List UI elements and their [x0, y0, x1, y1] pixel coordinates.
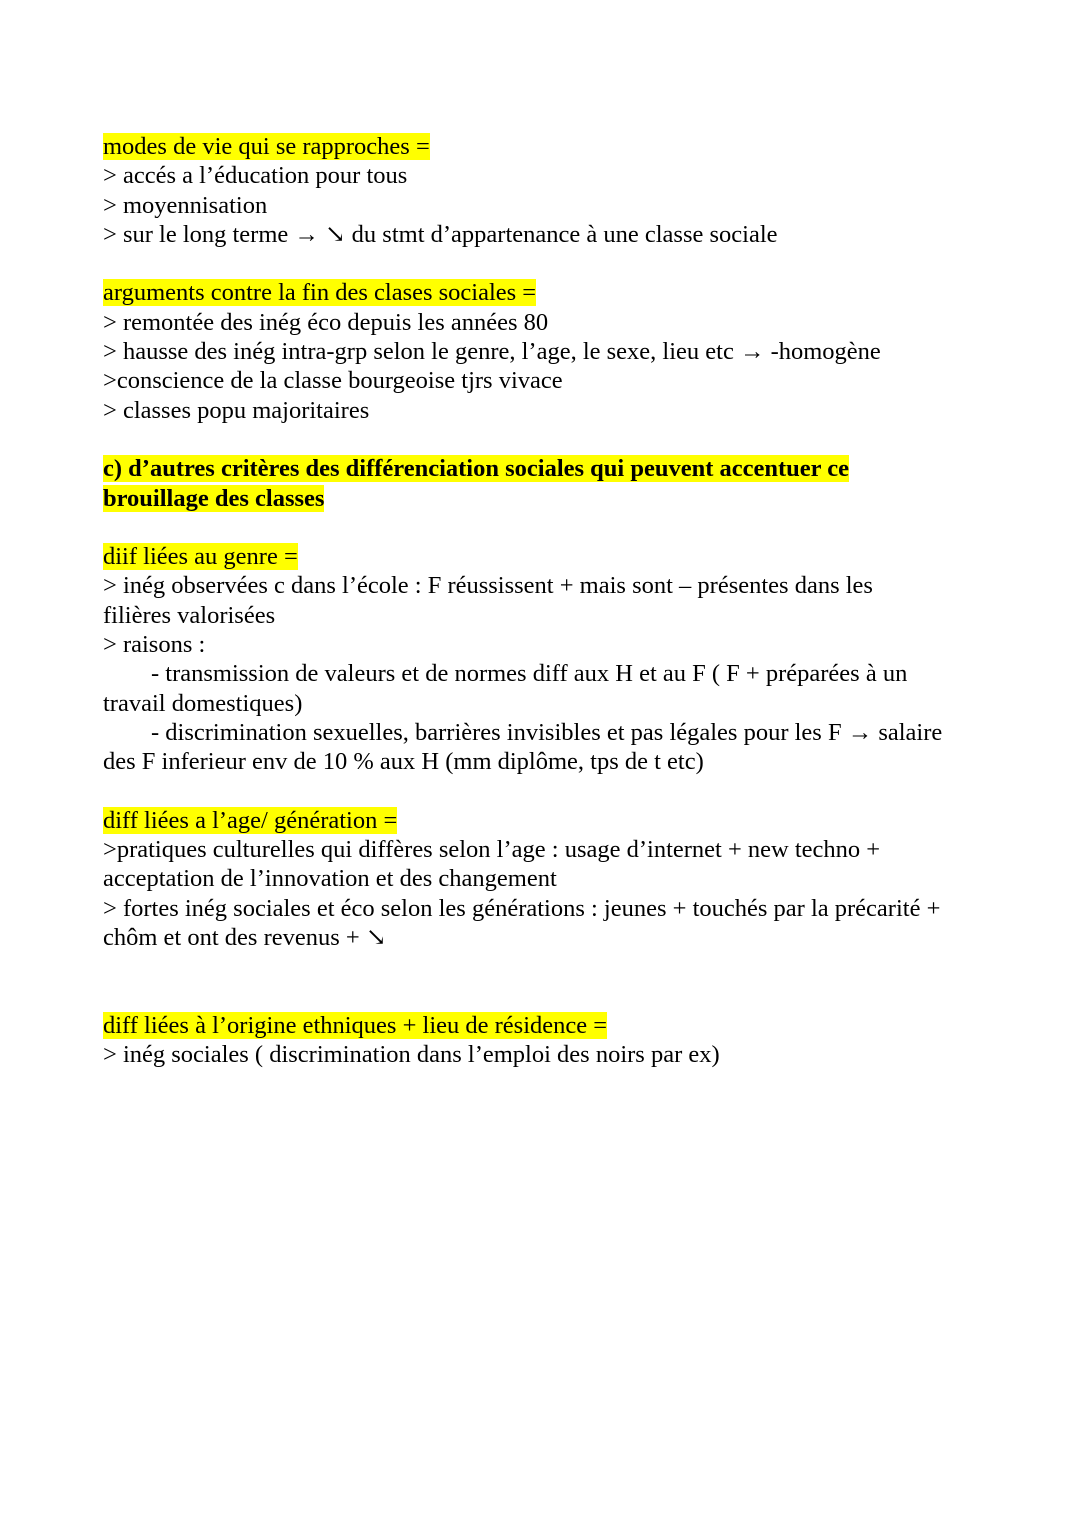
bullet-line: > inég sociales ( discrimination dans l’emploi des noirs par ex) — [103, 1041, 720, 1069]
bullet-line: > hausse des inég intra-grp selon le genre, l’age, le sexe, lieu etc → -homogène — [103, 338, 881, 366]
sub-bullet-continuation: travail domestiques) — [103, 689, 303, 717]
section-age-generation — [103, 806, 993, 952]
section-heading-age: diff liées a l’age/ génération = — [103, 806, 398, 834]
bullet-line: >pratiques culturelles qui diffères selon l’age : usage d’internet + new techno + — [103, 836, 881, 864]
bullet-line: > raisons : — [103, 631, 206, 659]
sub-bullet-continuation: des F inferieur env de 10 % aux H (mm diplôme, tps de t etc) — [103, 748, 704, 776]
bullet-line: >conscience de la classe bourgeoise tjrs vivace — [103, 367, 563, 395]
section-heading-genre: diif liées au genre = — [103, 543, 298, 571]
sub-bullet-line: - transmission de valeurs et de normes diff aux H et au F ( F + préparées à un — [151, 660, 908, 688]
spacer — [103, 777, 993, 806]
bullet-line: > remontée des inég éco depuis les années 80 — [103, 308, 549, 336]
bullet-line-continuation: acceptation de l’innovation et des changement — [103, 865, 557, 893]
document-page — [103, 132, 993, 1070]
bullet-line: > accés a l’éducation pour tous — [103, 162, 408, 190]
bullet-line: > sur le long terme → ↘ du stmt d’appartenance à une classe sociale — [103, 220, 778, 248]
subsection-title-line-1: c) d’autres critères des différenciation sociales qui peuvent accentuer ce — [103, 455, 849, 483]
bullet-line: > moyennisation — [103, 191, 268, 219]
section-origine — [103, 1011, 993, 1070]
section-modes-de-vie — [103, 132, 993, 249]
bullet-line: > fortes inég sociales et éco selon les générations : jeunes + touchés par la précarité + — [103, 894, 941, 922]
sub-bullet-line: - discrimination sexuelles, barrières invisibles et pas légales pour les F → salaire — [151, 718, 943, 746]
section-arguments — [103, 278, 993, 424]
bullet-line: > classes popu majoritaires — [103, 396, 370, 424]
section-heading-modes-de-vie: modes de vie qui se rapproches = — [103, 133, 430, 160]
bullet-line: > inég observées c dans l’école : F réussissent + mais sont – présentes dans les — [103, 572, 873, 600]
section-title-c — [103, 454, 993, 513]
spacer — [103, 425, 993, 454]
spacer — [103, 952, 993, 1011]
spacer — [103, 513, 993, 542]
spacer — [103, 249, 993, 278]
section-heading-origine: diff liées à l’origine ethniques + lieu de résidence = — [103, 1011, 608, 1039]
subsection-title-line-2: brouillage des classes — [103, 484, 325, 512]
bullet-line-continuation: chôm et ont des revenus + ↘ — [103, 924, 387, 952]
bullet-line-continuation: filières valorisées — [103, 601, 276, 629]
section-heading-arguments: arguments contre la fin des clases sociales = — [103, 279, 537, 307]
section-genre — [103, 542, 993, 776]
